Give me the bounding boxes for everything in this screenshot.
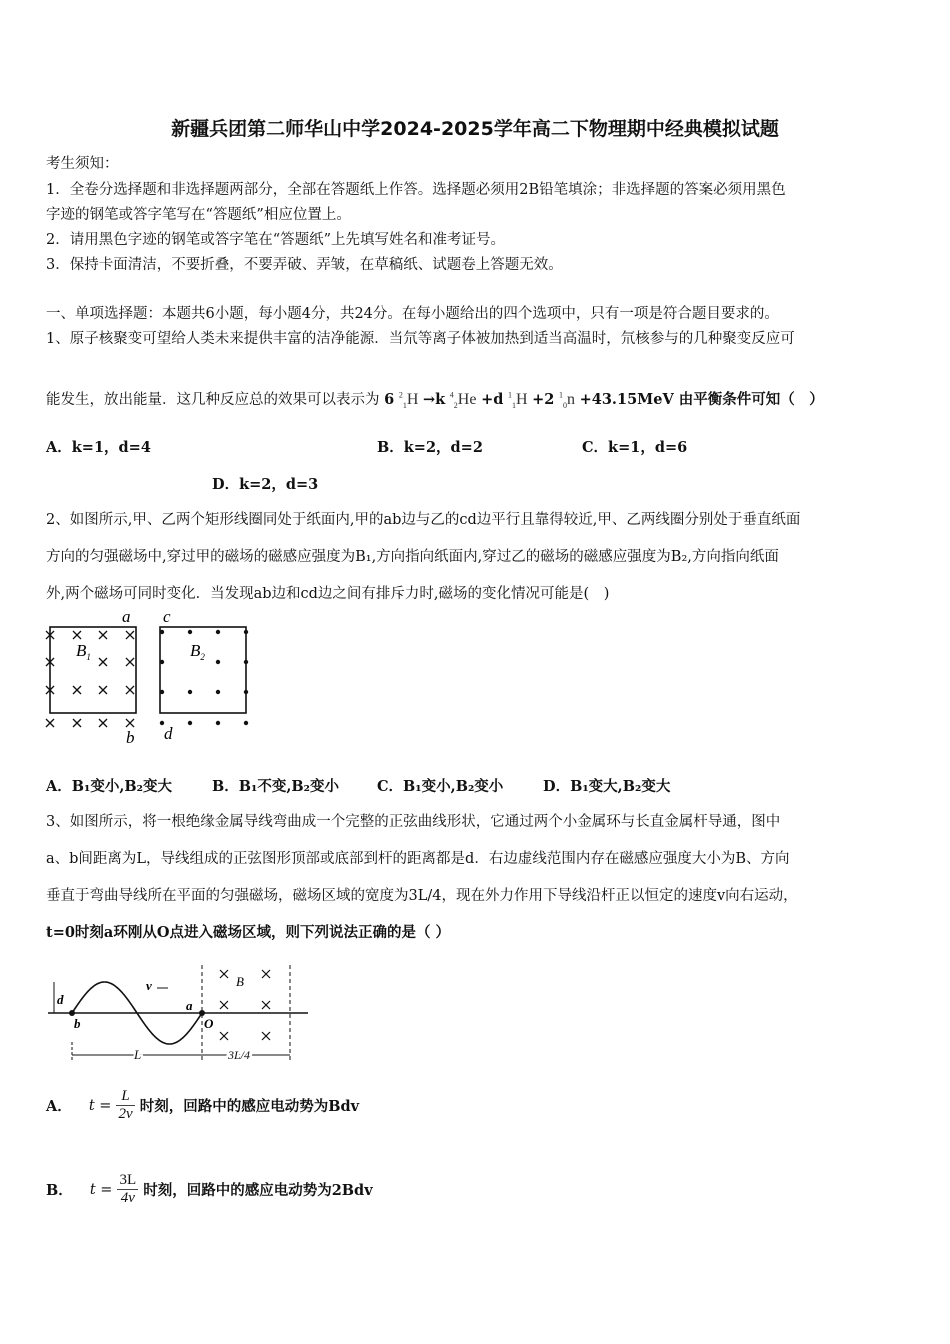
field-cross-icon [262,1001,270,1009]
q3-stem-line1: 3、如图所示，将一根绝缘金属导线弯曲成一个完整的正弦曲线形状，它通过两个小金属环与长直金属杆导通，图中 [46,814,781,830]
label-b2 [190,641,205,662]
notice-item-3: 3．保持卡面清洁，不要折叠，不要弄破、弄皱，在草稿纸、试题卷上答题无效。 [46,257,563,273]
q3-figure-sine-wire [40,960,320,1070]
notice-heading: 考生须知： [46,156,119,172]
field-dot-icon [244,660,248,664]
field-cross-icon [220,1001,228,1009]
field-dot-icon [244,690,248,694]
field-cross-icon [99,631,107,639]
label-d: d [164,724,173,743]
nuclide-he4-charge: 2 [453,401,458,411]
nuclide-h1-charge: 1 [511,401,516,411]
field-dot-icon [216,721,220,725]
field-cross-icon [99,658,107,666]
field-cross-icon [220,1032,228,1040]
q3-option-b-fraction [117,1172,138,1207]
field-dot-icon [216,660,220,664]
field-dot-icon [188,690,192,694]
field-cross-icon [99,719,107,727]
label-d: d [57,992,64,1007]
field-cross-icon [126,658,134,666]
field-dot-icon [244,630,248,634]
q3-option-b[interactable] [46,1172,373,1207]
field-cross-icon [126,631,134,639]
q1-plus-2: +2 [532,391,555,408]
nuclide-n [559,390,575,411]
nuclide-he4-symbol: He [457,391,477,408]
b2-field-dots [160,630,248,725]
label-b: b [74,1016,81,1031]
q3-option-b-label: B． [46,1182,73,1199]
label-l: L [134,1047,142,1062]
q1-option-b[interactable]: B．k=2，d=2 [377,439,483,456]
nuclide-h1-symbol: H [515,391,528,408]
q1-arrow-k: →k [422,391,446,408]
q2-figure-coils [40,605,260,745]
field-cross-icon [262,1032,270,1040]
field-cross-icon [262,970,270,978]
label-a: a [122,607,131,626]
notice-item-1: 1．全卷分选择题和非选择题两部分，全部在答题纸上作答。选择题必须用2B铅笔填涂；非选择题的答案必须用黑色 [46,182,786,198]
q2-option-a[interactable]: A．B₁变小,B₂变大 [46,778,173,795]
field-dot-icon [160,690,164,694]
q3-option-b-text: 时刻，回路中的感应电动势为2Bdv [143,1182,373,1199]
q3-stem-line4: t=0时刻a环刚从O点进入磁场区域，则下列说法正确的是（ ） [46,924,451,941]
q3-option-a-label: A． [46,1098,72,1115]
nuclide-h2 [398,390,419,411]
q3-option-b-t: t = [89,1181,113,1198]
label-field-width: 3L/4 [228,1048,251,1062]
label-b2-letter: B [190,641,201,660]
field-cross-icon [126,686,134,694]
q3-field-crosses [220,970,270,1040]
field-dot-icon [188,721,192,725]
q2-option-d[interactable]: D．B₁变大,B₂变大 [543,778,671,795]
fraction-denominator: 4v [120,1190,135,1206]
q1-plus-d: +d [481,391,504,408]
field-dot-icon [216,690,220,694]
q2-option-b[interactable]: B．B₁不变,B₂变小 [212,778,340,795]
q1-option-c[interactable]: C．k=1，d=6 [582,439,688,456]
label-b1 [76,641,91,662]
q3-option-a-t: t = [88,1097,112,1114]
q2-stem-line2: 方向的匀强磁场中,穿过甲的磁场的磁感应强度为B₁,方向指向纸面内,穿过乙的磁场的磁感应强度为B₂,方向指向纸面 [46,549,779,565]
notice-item-1-cont: 字迹的钢笔或答字笔写在“答题纸”相应位置上。 [46,207,351,223]
coil-yi-frame [160,627,246,713]
field-cross-icon [99,686,107,694]
q1-stem-line2 [46,388,824,410]
q3-option-a[interactable] [46,1088,359,1123]
nuclide-he4 [449,390,477,411]
q3-option-a-fraction [116,1088,134,1123]
label-c: c [163,607,171,626]
field-dot-icon [160,660,164,664]
notice-item-2: 2．请用黑色字迹的钢笔或答字笔在“答题纸”上先填写姓名和准考证号。 [46,232,506,248]
label-field-b: B [236,974,244,989]
nuclide-h2-symbol: H [406,391,419,408]
field-cross-icon [73,631,81,639]
label-b1-letter: B [76,641,87,660]
field-cross-icon [73,686,81,694]
label-b: b [126,728,135,745]
nuclide-n-mass: 1 [559,390,563,400]
q1-option-d[interactable]: D．k=2，d=3 [212,476,319,493]
coil-yi [160,627,246,713]
q3-stem-line3: 垂直于弯曲导线所在平面的匀强磁场，磁场区域的宽度为3L/4，现在外力作用下导线沿杆正以恒定的速度v向右运动， [46,888,798,904]
coil-jia-frame [50,627,136,713]
label-b1-sub: 1 [86,652,91,662]
nuclide-he4-mass: 4 [449,390,454,400]
nuclide-h2-charge: 1 [402,401,407,411]
q1-stem-tail: +43.15MeV 由平衡条件可知（ ） [579,391,824,408]
q1-stem-line1: 1、原子核聚变可望给人类未来提供丰富的洁净能源．当氘等离子体被加热到适当高温时，氘核参与的几种聚变反应可 [46,331,795,347]
q1-option-a[interactable]: A．k=1，d=4 [46,439,151,456]
q2-stem-line1: 2、如图所示,甲、乙两个矩形线圈同处于纸面内,甲的ab边与乙的cd边平行且靠得较近,甲、乙两线圈分别处于垂直纸面 [46,512,801,528]
coil-jia [50,627,136,713]
q2-stem-line3: 外,两个磁场可同时变化．当发现ab边和cd边之间有排斥力时,磁场的变化情况可能是( ) [46,586,610,602]
field-cross-icon [46,719,54,727]
field-cross-icon [220,970,228,978]
nuclide-n-charge: 0 [563,401,567,411]
nuclide-n-symbol: n [567,391,575,408]
section-heading: 一、单项选择题：本题共6小题，每小题4分，共24分。在每小题给出的四个选项中，只有一项是符合题目要求的。 [46,306,779,322]
field-dot-icon [244,721,248,725]
q1-stem-text: 能发生，放出能量．这几种反应总的效果可以表示为 [46,392,380,408]
label-b2-sub: 2 [200,652,205,662]
nuclide-h1 [507,390,528,411]
field-dot-icon [188,630,192,634]
fraction-denominator: 2v [118,1106,133,1122]
field-dot-icon [216,630,220,634]
q2-option-c[interactable]: C．B₁变小,B₂变小 [377,778,504,795]
nuclide-h1-mass: 1 [507,390,512,400]
fraction-numerator: 3L [119,1172,137,1188]
q3-option-a-text: 时刻，回路中的感应电动势为Bdv [139,1098,360,1115]
label-o: O [204,1016,214,1031]
field-cross-icon [73,719,81,727]
page-title: 新疆兵团第二师华山中学2024-2025学年高二下物理期中经典模拟试题 [171,118,779,140]
field-cross-icon [126,719,134,727]
fraction-numerator: L [116,1088,134,1106]
label-v: v [146,978,152,993]
q3-stem-line2: a、b间距离为L，导线组成的正弦图形顶部或底部到杆的距离都是d．右边虚线范围内存在磁感应强度大小为B、方向 [46,851,790,867]
q1-coef: 6 [384,391,395,408]
nuclide-h2-mass: 2 [398,390,403,400]
label-a: a [186,998,193,1013]
field-dot-icon [160,630,164,634]
